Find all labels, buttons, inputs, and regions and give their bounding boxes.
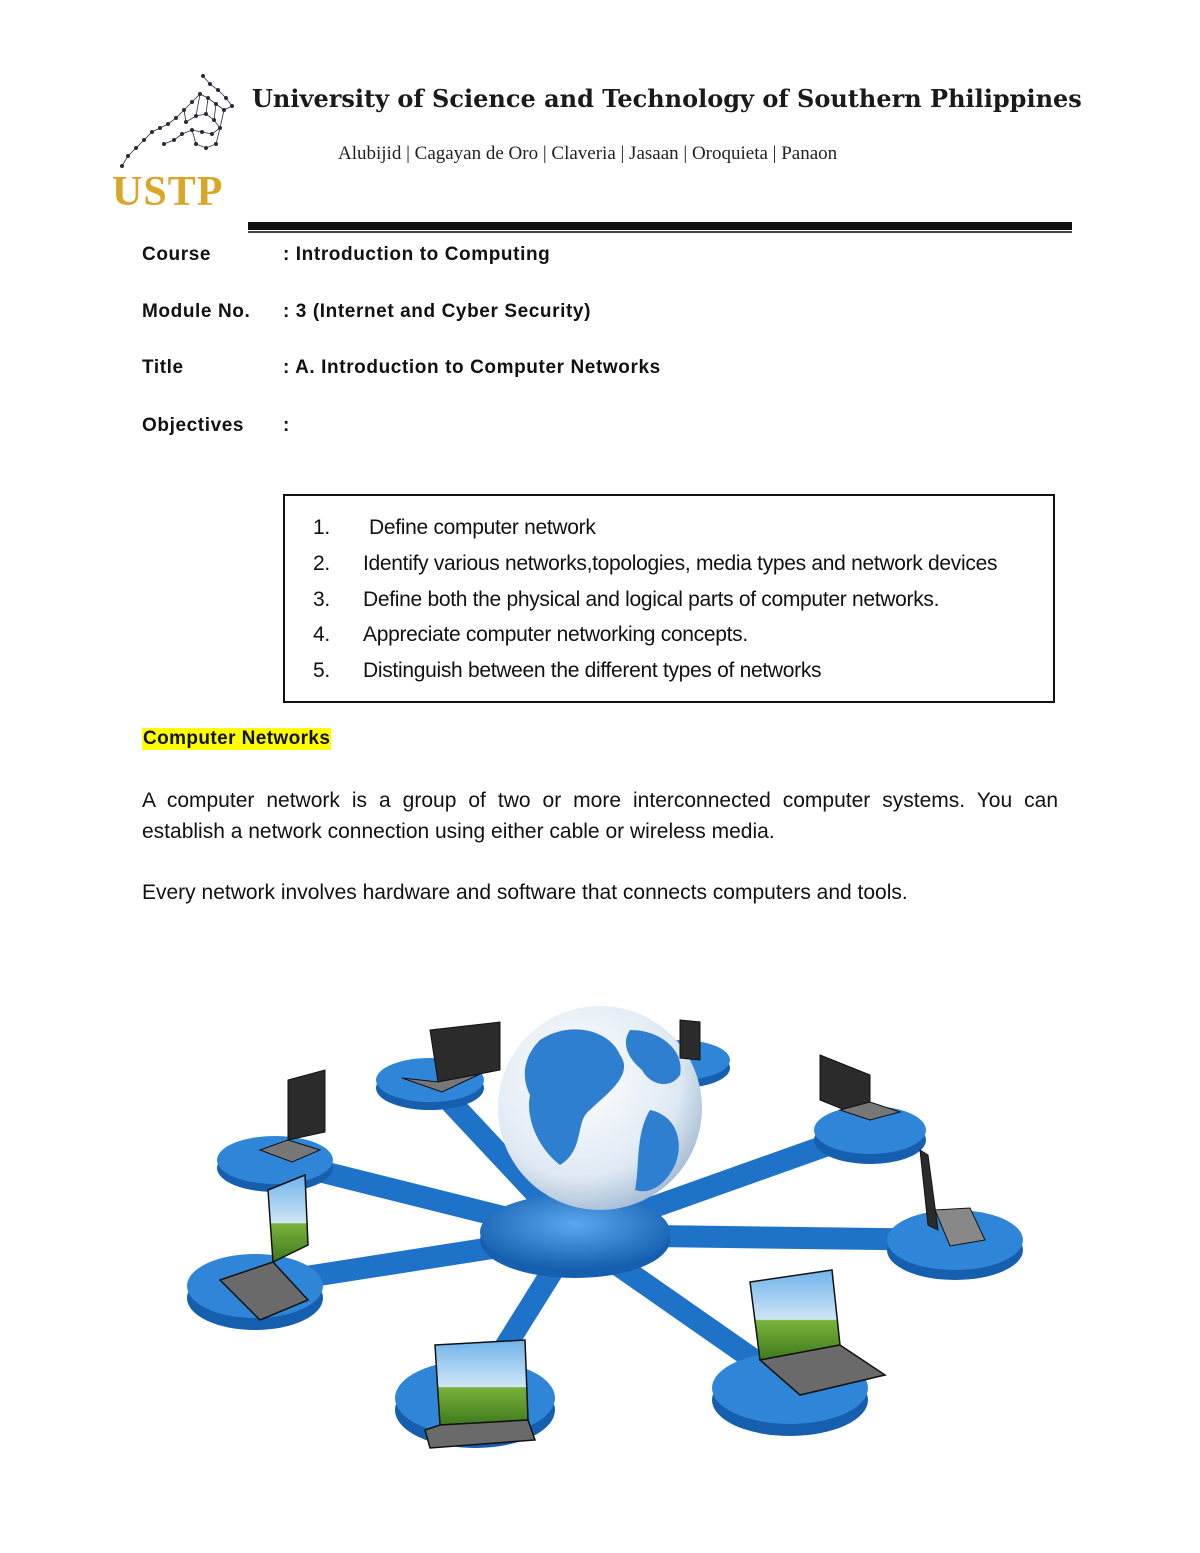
paragraph: Every network involves hardware and software that connects computers and tools. (142, 881, 908, 904)
university-name: University of Science and Technology of Southern Philippines (252, 84, 1082, 113)
meta-label: Course (142, 244, 212, 265)
objective-text: Distinguish between the different types of networks (363, 659, 822, 682)
objective-number: 2. (313, 552, 330, 575)
objective-text: Define both the physical and logical parts of computer networks. (363, 588, 940, 611)
campus-list: Alubijid | Cagayan de Oro | Claveria | Jasaan | Oroquieta | Panaon (338, 143, 838, 164)
section-heading: Computer Networks (143, 728, 331, 749)
logo-text: USTP (112, 169, 224, 215)
objective-text: Identify various networks,topologies, media types and network devices (363, 552, 998, 575)
header-rule-thin (248, 231, 1072, 233)
meta-value: : A. Introduction to Computer Networks (283, 357, 661, 378)
meta-label: Title (142, 357, 184, 378)
meta-value: : 3 (Internet and Cyber Security) (283, 301, 592, 322)
objective-text: Define computer network (369, 516, 596, 539)
meta-value: : (283, 415, 290, 436)
paragraph: A computer network is a group of two or more interconnected computer systems. You can establish a network connection using either cable or wireless media. (142, 789, 1058, 843)
header-rule (248, 222, 1072, 230)
objective-number: 4. (313, 623, 330, 646)
objective-number: 3. (313, 588, 330, 611)
meta-label: Module No. (142, 301, 251, 322)
objective-number: 1. (313, 516, 330, 539)
meta-label: Objectives (142, 415, 245, 436)
objectives-box (283, 494, 1055, 703)
network-illustration (180, 1000, 1040, 1520)
objective-text: Appreciate computer networking concepts. (363, 623, 748, 646)
objective-number: 5. (313, 659, 330, 682)
meta-value: : Introduction to Computing (283, 244, 551, 265)
